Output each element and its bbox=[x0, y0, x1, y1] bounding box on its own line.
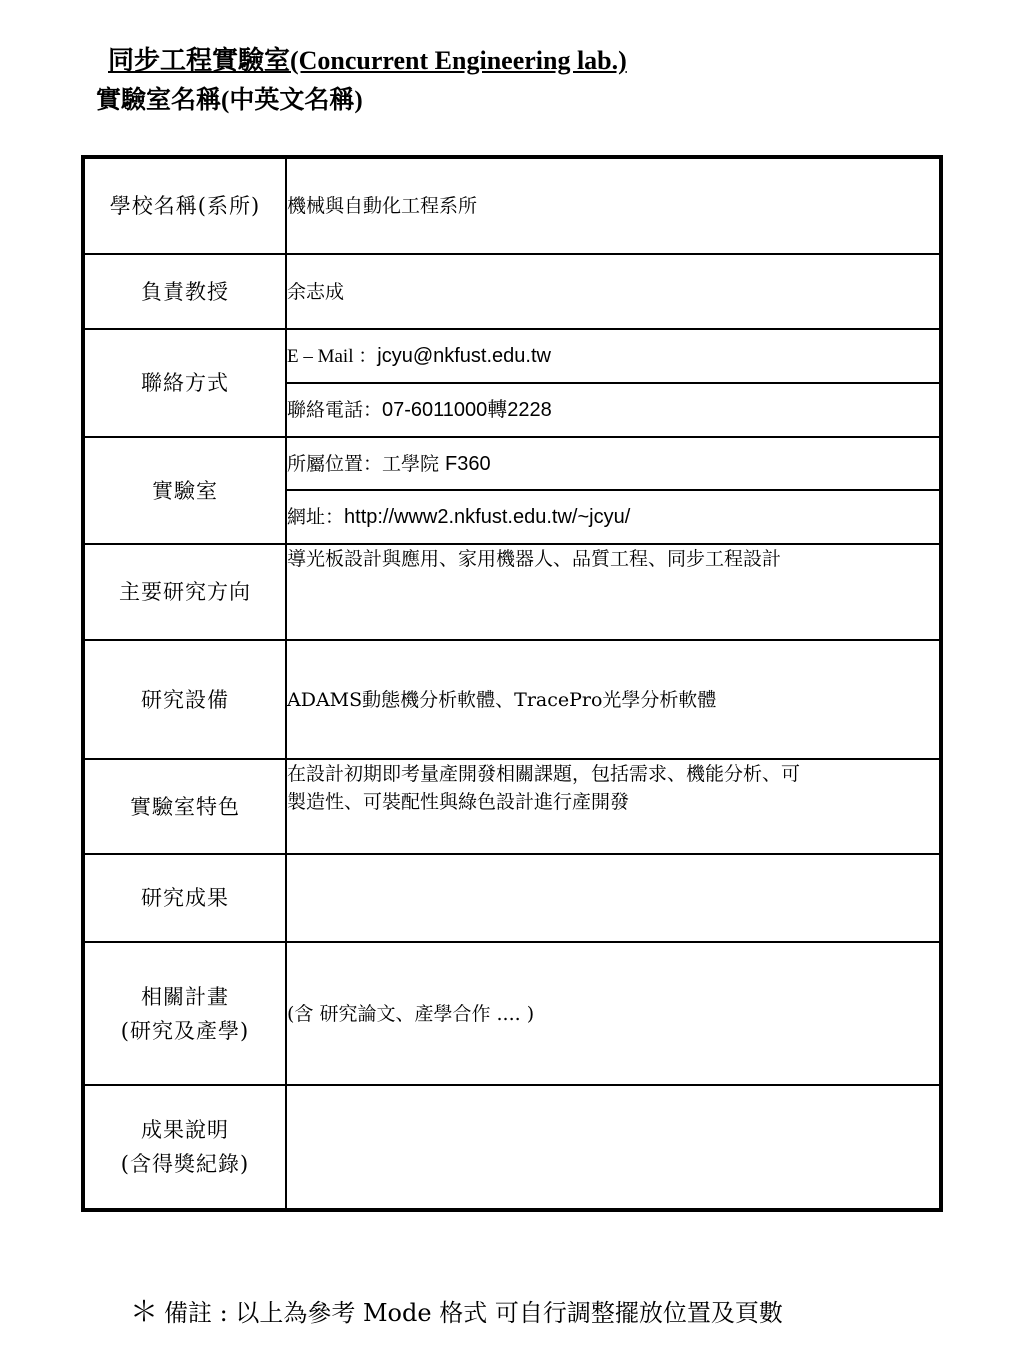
table-row-research bbox=[83, 544, 941, 640]
research-value: 導光板設計與應用、家用機器人、品質工程、同步工程設計 bbox=[286, 544, 941, 640]
projects-label bbox=[83, 942, 286, 1085]
projects-value: (含 研究論文、產學合作 .... ) bbox=[286, 942, 941, 1085]
footer-note-text: 備註 : 以上為參考 Mode 格式 可自行調整擺放位置及頁數 bbox=[164, 1299, 783, 1327]
page-subtitle: 實驗室名稱(中英文名稱) bbox=[96, 87, 363, 114]
phone-cell bbox=[286, 383, 941, 437]
results-label: 研究成果 bbox=[83, 854, 286, 942]
table-row-features bbox=[83, 759, 941, 854]
url-label: 網址： bbox=[287, 506, 345, 528]
footer-note bbox=[130, 1290, 783, 1330]
location-label: 所屬位置：工學院 bbox=[287, 452, 446, 475]
location-value: F360 bbox=[445, 452, 491, 475]
research-label: 主要研究方向 bbox=[83, 544, 286, 640]
awards-label bbox=[83, 1085, 286, 1210]
phone-label: 聯絡電話： bbox=[287, 399, 383, 421]
projects-label-line-1: 相關計畫 bbox=[141, 984, 229, 1009]
table-row-projects bbox=[83, 942, 941, 1085]
lab-info-table bbox=[81, 155, 943, 1212]
awards-label-line-1: 成果說明 bbox=[141, 1118, 229, 1142]
url-cell bbox=[286, 490, 941, 544]
equipment-label: 研究設備 bbox=[83, 640, 286, 759]
school-label: 學校名稱(系所) bbox=[83, 157, 286, 254]
table-row-school bbox=[83, 157, 941, 254]
features-value bbox=[286, 759, 941, 854]
table-row-equipment bbox=[83, 640, 941, 759]
table-row-email bbox=[83, 329, 941, 383]
table-row-results bbox=[83, 854, 941, 942]
professor-label: 負責教授 bbox=[83, 254, 286, 329]
table-row-awards bbox=[83, 1085, 941, 1210]
email-label: E – Mail ： bbox=[287, 345, 378, 367]
location-cell bbox=[286, 437, 941, 490]
features-line-2: 製造性、可裝配性與綠色設計進行產開發 bbox=[287, 791, 630, 813]
awards-value bbox=[286, 1085, 941, 1210]
asterisk-icon: ＊ bbox=[130, 1295, 159, 1328]
results-value bbox=[286, 854, 941, 942]
email-value[interactable]: jcyu@nkfust.edu.tw bbox=[377, 344, 551, 367]
projects-label-line-2: (研究及產學) bbox=[120, 1018, 250, 1043]
equipment-value: ADAMS動態機分析軟體、TracePro光學分析軟體 bbox=[286, 640, 941, 759]
table-row-professor bbox=[83, 254, 941, 329]
school-value: 機械與自動化工程系所 bbox=[286, 157, 941, 254]
phone-value: 07-6011000轉2228 bbox=[382, 399, 552, 421]
awards-label-line-2: (含得獎紀錄) bbox=[120, 1152, 250, 1176]
page-title: 同步工程實驗室(Concurrent Engineering lab.) bbox=[108, 46, 627, 75]
contact-label: 聯絡方式 bbox=[83, 329, 286, 437]
professor-value: 余志成 bbox=[286, 254, 941, 329]
features-label: 實驗室特色 bbox=[83, 759, 286, 854]
features-line-1: 在設計初期即考量產開發相關課題，包括需求、機能分析、可 bbox=[287, 763, 801, 785]
table-row-location bbox=[83, 437, 941, 490]
email-cell bbox=[286, 329, 941, 383]
lab-label: 實驗室 bbox=[83, 437, 286, 544]
url-value[interactable]: http://www2.nkfust.edu.tw/~jcyu/ bbox=[344, 506, 631, 528]
